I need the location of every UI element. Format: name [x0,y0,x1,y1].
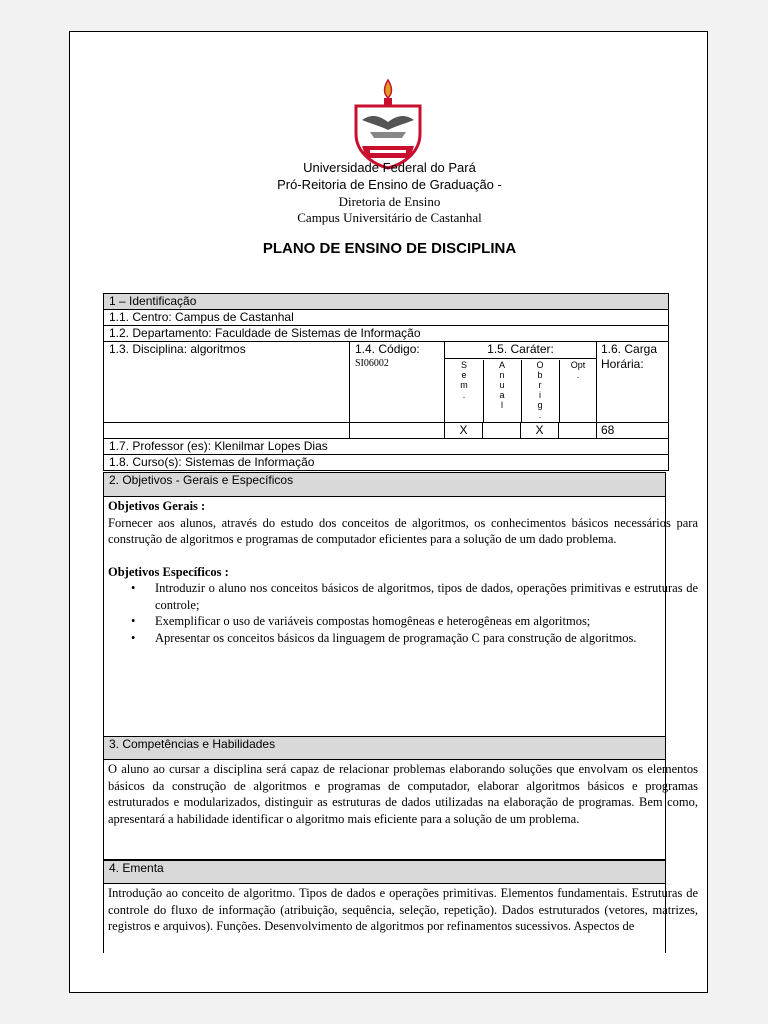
mark-obrig: X [521,423,559,438]
centro-row [103,309,669,326]
carater-label: 1.5. Caráter: [445,342,596,359]
objetivos-especificos-title: Objetivos Específicos : [108,564,229,579]
centro-text: 1.1. Centro: Campus de Castanhal [109,310,294,324]
competencias-text: O aluno ao cursar a disciplina será capaz de relacionar problemas elaborando soluções que envolvam os elementos básicos da construção de algoritmos e programas de computador, elaborar algoritmos básicos e programas estruturados e modularizados, distinguir as estruturas de dados utilizadas na elaboração de programas. Bem como, apresentará a habilidade identificar o algoritmo mais eficiente para a solução de um problema. [108,762,698,826]
codigo-value: SI06002 [355,358,389,369]
departamento-text: 1.2. Departamento: Faculdade de Sistemas de Informação [109,326,421,340]
objetivos-gerais-text: Fornecer aos alunos, através do estudo dos conceitos de algoritmos, os conhecimentos básicos necessários para construção de algoritmos e programas de computador eficientes para a solução de um dado problema. [108,515,698,546]
campus-line: Campus Universitário de Castanhal [297,210,482,225]
list-item: • Apresentar os conceitos básicos da linguagem de programação C para construção de algoritmos. [108,630,698,647]
carater-option-obrig: O b r i g . [521,360,560,422]
carater-cell [445,342,597,422]
professor-text: 1.7. Professor (es): Klenilmar Lopes Dias [109,439,328,453]
objetivos-heading-row [103,472,666,497]
competencias-heading: 3. Competências e Habilidades [109,737,276,751]
university-name: Universidade Federal do Pará [303,160,476,175]
disciplina-text: 1.3. Disciplina: algoritmos [104,342,350,422]
curso-text: 1.8. Curso(s): Sistemas de Informação [109,455,315,469]
mark-anual [483,423,521,438]
university-crest-logo [350,72,426,172]
document-page [69,31,708,993]
competencias-heading-row [103,736,666,760]
mark-sem: X [445,423,483,438]
curso-row [103,454,669,471]
ementa-text: Introdução ao conceito de algoritmo. Tipos de dados e operações primitivas. Elementos fundamentais. Estruturas de controle do fluxo de informação (atribuição, sequência, seleção, repetição). Dados estruturados (vetores, matrizes, registros e arquivos). Funções. Desenvolvimento de algoritmos por refinamentos sucessivos. Aspectos de [108,886,698,933]
diretoria-line: Diretoria de Ensino [338,194,441,209]
carater-option-opt: Opt . [570,360,586,380]
carater-options [445,359,597,422]
disciplina-row [103,341,669,423]
list-item: • Introduzir o aluno nos conceitos básicos de algoritmos, tipos de dados, operações primitivas e estruturas de controle; [108,580,698,613]
document-title: PLANO DE ENSINO DE DISCIPLINA [262,240,517,257]
identificacao-heading-row [103,293,669,310]
carater-option-anual: A n u a l [483,360,522,422]
identificacao-heading: 1 – Identificação [109,294,197,308]
departamento-row [103,325,669,342]
ementa-heading: 4. Ementa [109,861,164,875]
objetivos-gerais-title: Objetivos Gerais : [108,499,206,513]
carater-option-sem: S e m . [445,360,484,422]
mark-opt [559,423,597,438]
carga-label: 1.6. Carga Horária: [601,342,658,371]
ementa-heading-row [103,860,666,884]
objetivos-body [108,498,698,646]
carga-value: 68 [601,423,615,437]
carater-marks-row [103,422,669,439]
objetivos-especificos-list [108,580,698,646]
pro-reitoria-line: Pró-Reitoria de Ensino de Graduação - [277,177,502,192]
professor-row [103,438,669,455]
list-item: • Exemplificar o uso de variáveis compostas homogêneas e heterogêneas em algoritmos; [108,613,698,630]
codigo-label: 1.4. Código: [355,342,420,356]
codigo-cell [350,342,445,422]
objetivos-heading: 2. Objetivos - Gerais e Específicos [109,473,294,487]
